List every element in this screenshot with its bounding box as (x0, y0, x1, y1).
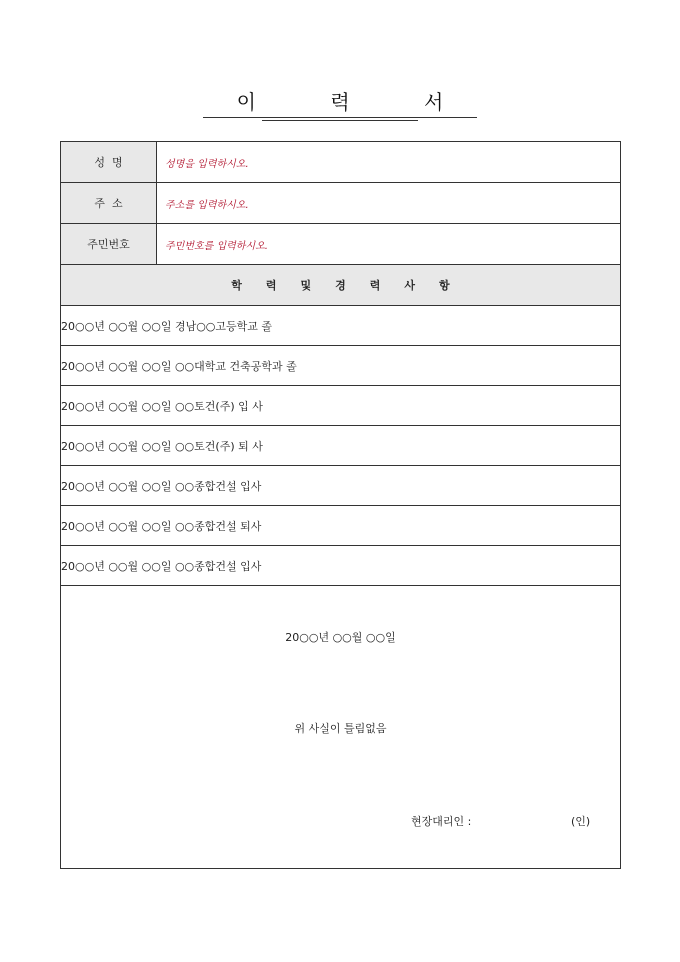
section-header-row (61, 265, 621, 306)
history-row (61, 466, 621, 506)
history-entry[interactable]: 20○○년 ○○월 ○○일 ○○대학교 건축공학과 졸 (61, 346, 621, 386)
resume-table (60, 141, 621, 869)
name-row (61, 142, 621, 183)
history-row (61, 346, 621, 386)
id-number-field[interactable]: 주민번호를 입력하시오. (157, 224, 621, 265)
signature-cell (61, 586, 621, 869)
document-title-block (0, 86, 680, 121)
id-number-label: 주민번호 (61, 224, 157, 265)
address-row (61, 183, 621, 224)
history-entry[interactable]: 20○○년 ○○월 ○○일 ○○토건(주) 입 사 (61, 386, 621, 426)
address-field[interactable]: 주소를 입력하시오. (157, 183, 621, 224)
history-row (61, 546, 621, 586)
section-header (61, 265, 621, 306)
signature-box (61, 586, 620, 868)
name-field[interactable]: 성명을 입력하시오. (157, 142, 621, 183)
history-entry[interactable]: 20○○년 ○○월 ○○일 ○○토건(주) 퇴 사 (61, 426, 621, 466)
title-double-underline (262, 120, 418, 121)
history-row (61, 426, 621, 466)
document-title: 이 력 서 (203, 86, 478, 118)
history-row (61, 306, 621, 346)
name-label: 성 명 (61, 142, 157, 183)
history-entry[interactable]: 20○○년 ○○월 ○○일 ○○종합건설 입사 (61, 546, 621, 586)
history-row (61, 506, 621, 546)
site-agent-label: 현장대리인 : (411, 815, 472, 828)
seal-mark: (인) (571, 815, 591, 828)
section-title: 학력및경력사항 (231, 279, 474, 292)
id-number-row (61, 224, 621, 265)
address-label: 주 소 (61, 183, 157, 224)
signature-date[interactable]: 20○○년 ○○월 ○○일 (285, 631, 396, 644)
history-entry[interactable]: 20○○년 ○○월 ○○일 경남○○고등학교 졸 (61, 306, 621, 346)
history-entry[interactable]: 20○○년 ○○월 ○○일 ○○종합건설 입사 (61, 466, 621, 506)
signature-row (61, 586, 621, 869)
confirmation-statement: 위 사실이 틀림없음 (294, 722, 387, 735)
history-entry[interactable]: 20○○년 ○○월 ○○일 ○○종합건설 퇴사 (61, 506, 621, 546)
history-row (61, 386, 621, 426)
